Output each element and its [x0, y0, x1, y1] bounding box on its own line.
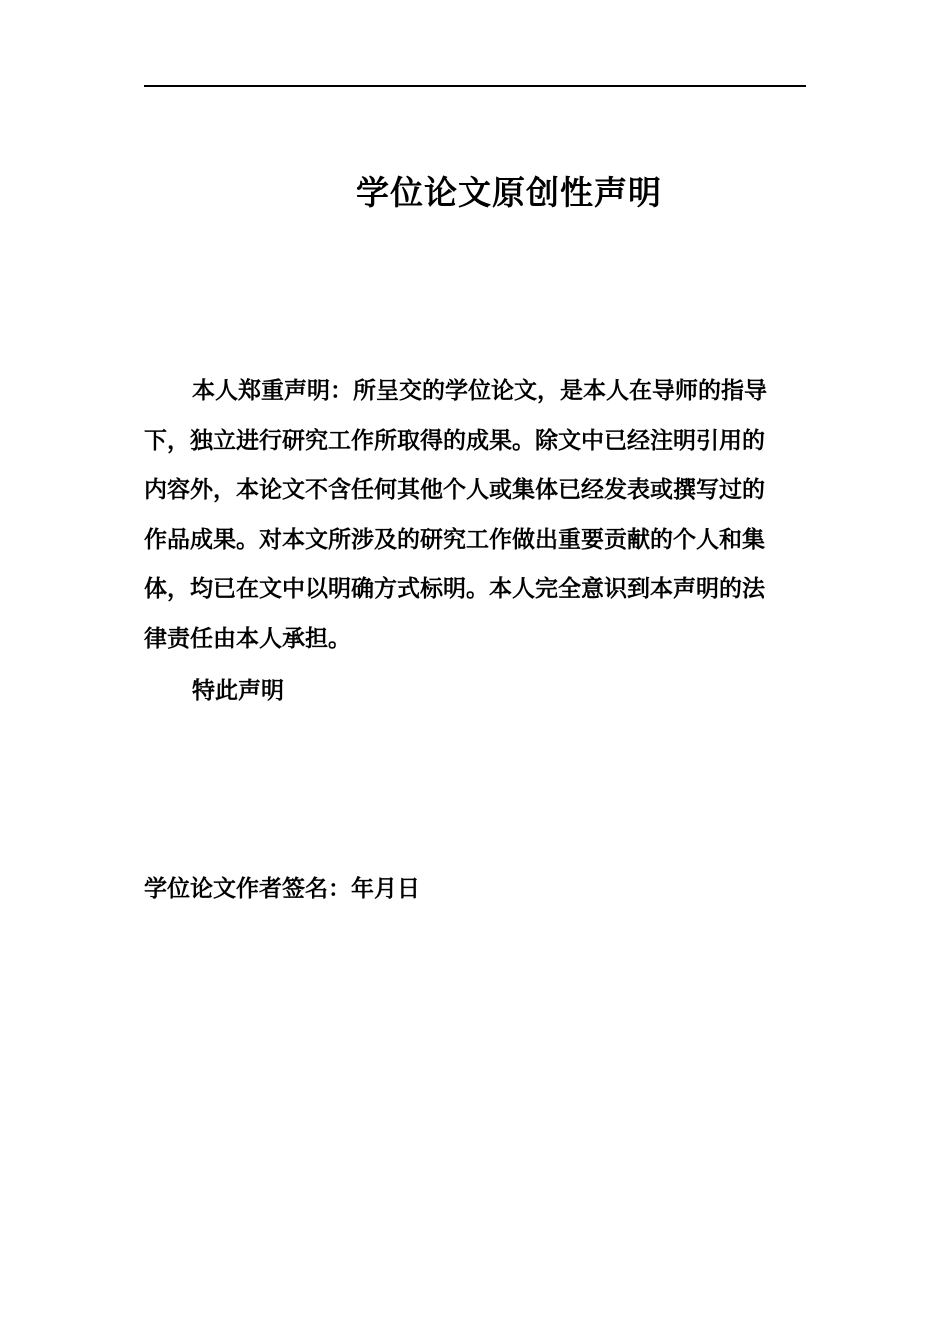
header-rule [144, 85, 806, 87]
statement-line: 本人郑重声明：所呈交的学位论文，是本人在导师的指导 [192, 377, 767, 404]
closing-text: 特此声明 [192, 677, 284, 704]
statement-line: 下，独立进行研究工作所取得的成果。除文中已经注明引用的 [144, 426, 765, 454]
statement-body [144, 366, 792, 664]
statement-line: 内容外，本论文不含任何其他个人或集体已经发表或撰写过的 [144, 476, 765, 504]
statement-line: 律责任由本人承担。 [144, 624, 351, 652]
page-title: 学位论文原创性声明 [356, 173, 662, 212]
statement-line: 作品成果。对本文所涉及的研究工作做出重要贡献的个人和集 [144, 525, 765, 553]
signature-line: 学位论文作者签名：年月日 [144, 875, 420, 902]
statement-line: 体，均已在文中以明确方式标明。本人完全意识到本声明的法 [144, 575, 765, 603]
